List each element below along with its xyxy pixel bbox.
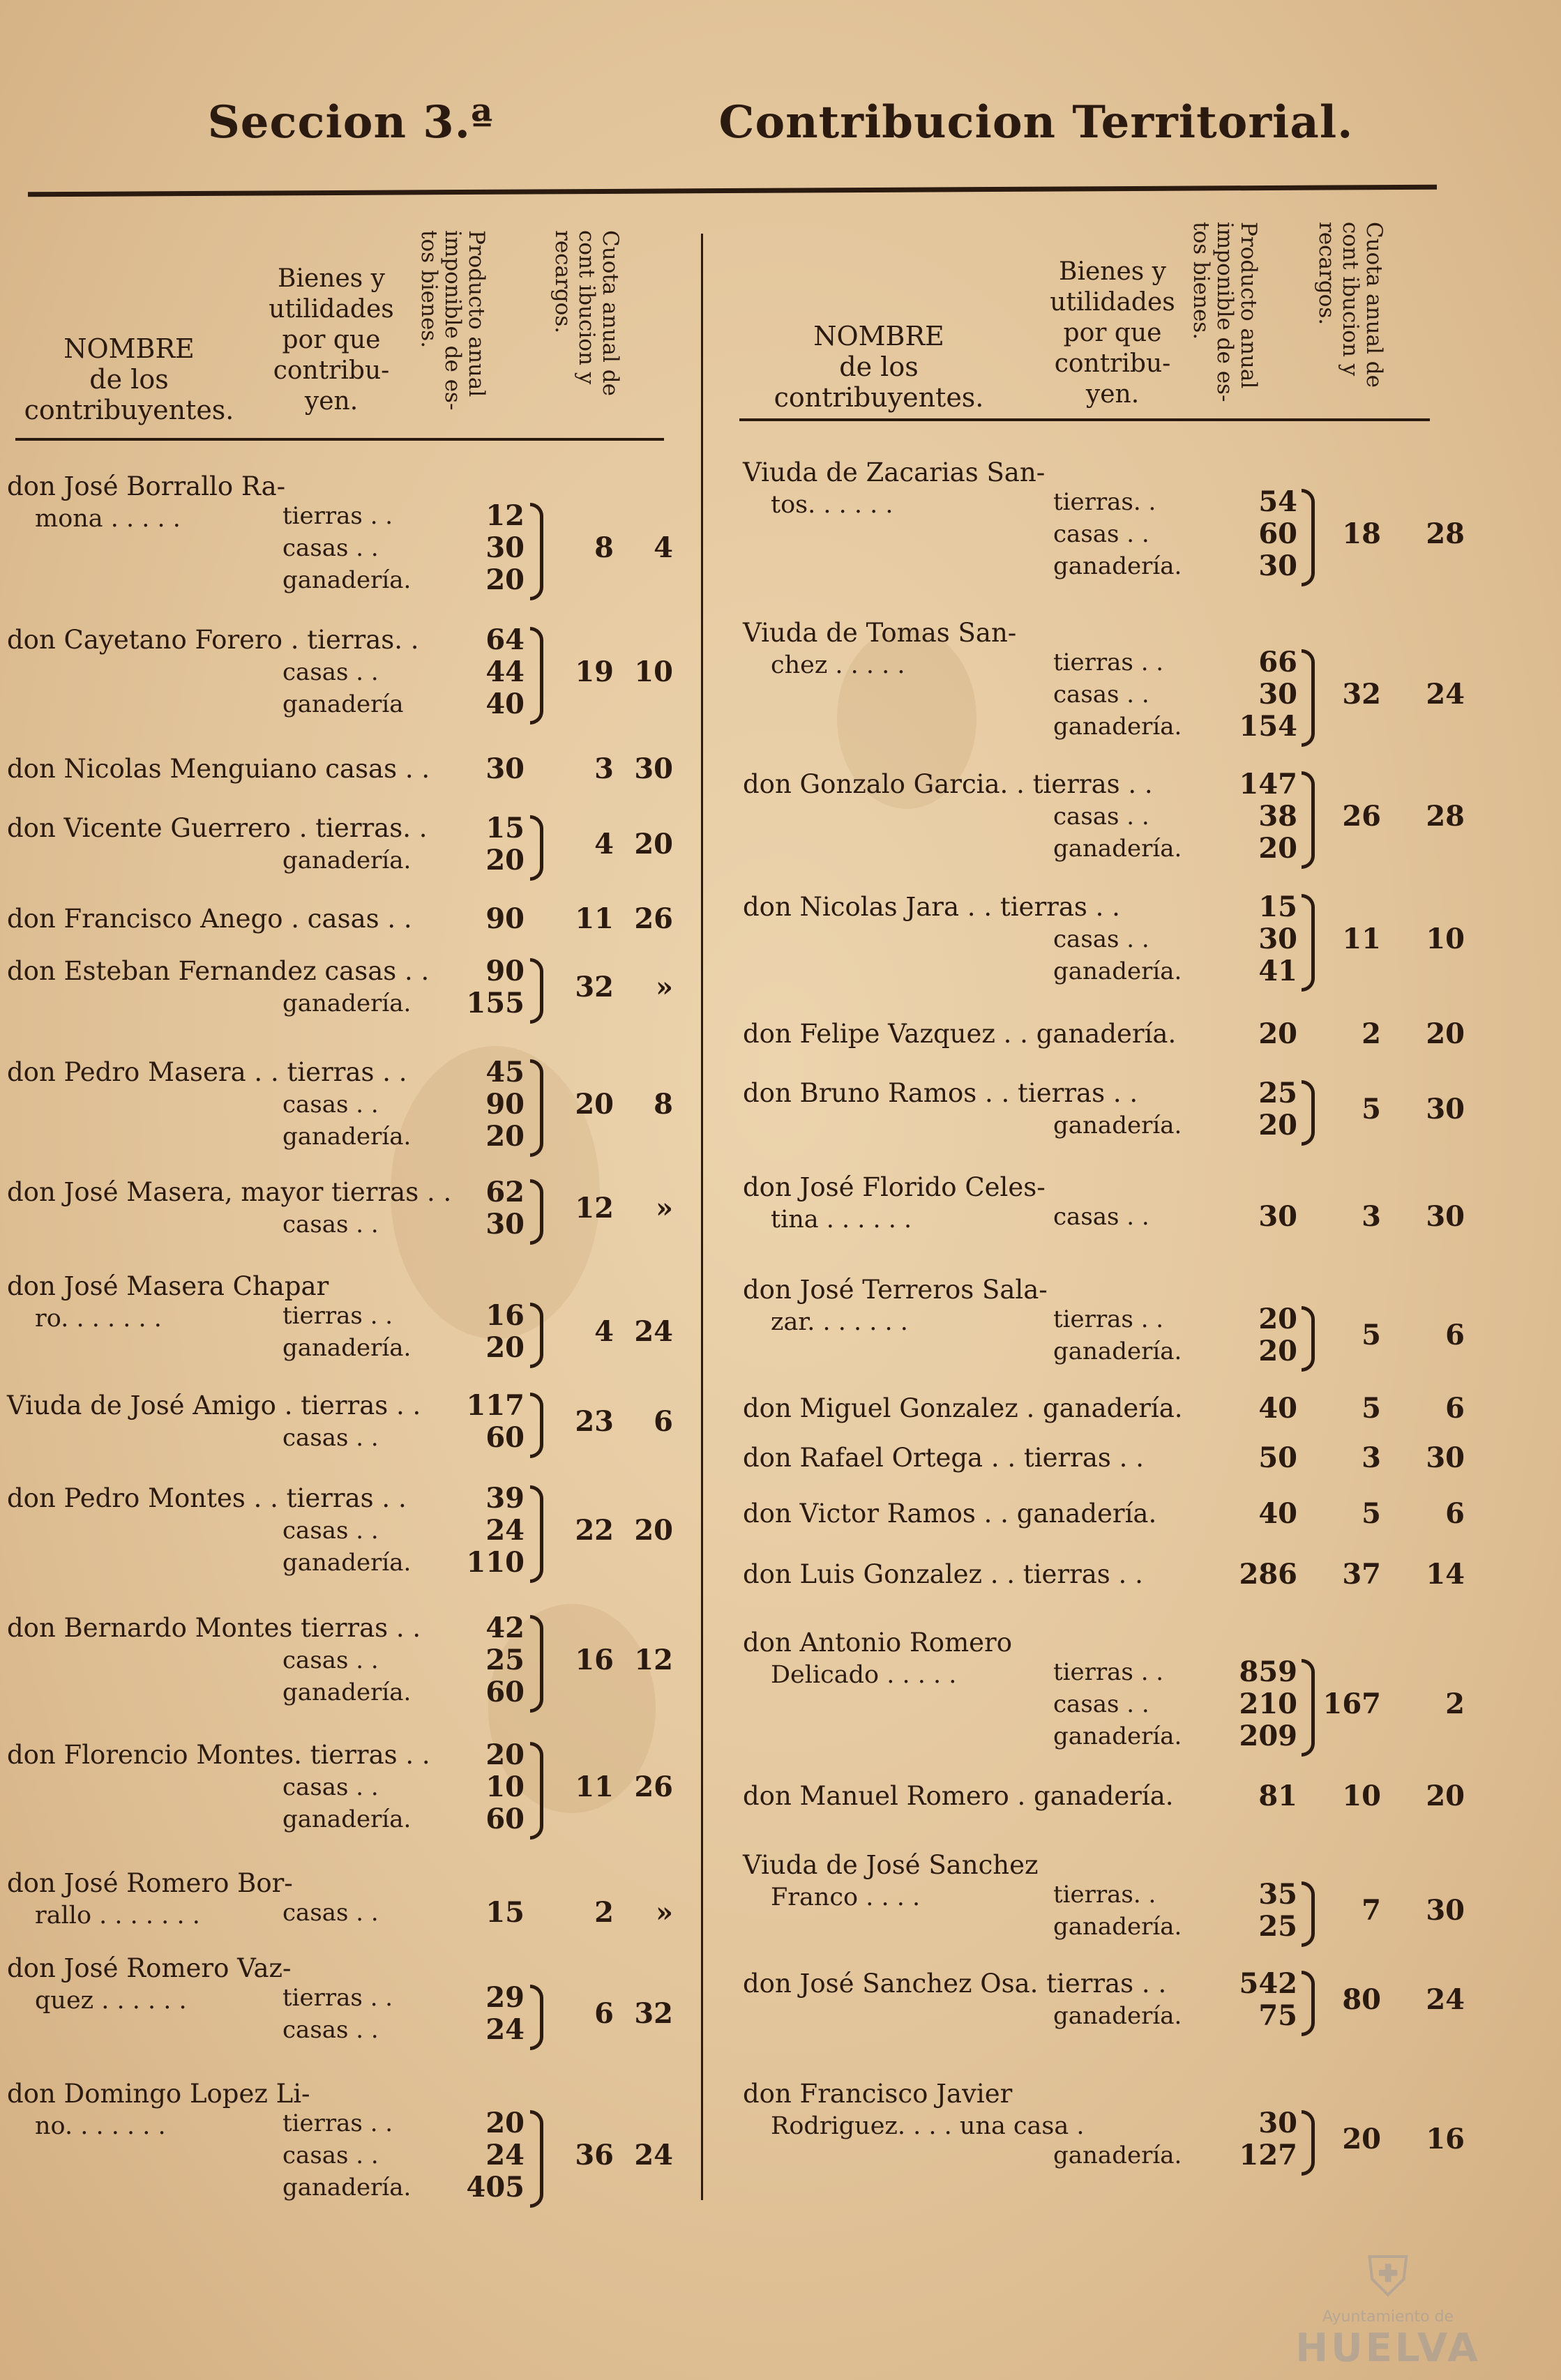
product-value: 24 [485, 1514, 525, 1547]
product-value: 25 [485, 1644, 525, 1676]
column-divider [701, 234, 703, 2200]
grouping-brace [1302, 1971, 1315, 2036]
grouping-brace [530, 1985, 543, 2050]
contributor-name: Viuda de José Sanchez [743, 1850, 1039, 1880]
contributor-name: don Gonzalo Garcia. . tierras . . [743, 769, 1153, 799]
product-value: 30 [1258, 678, 1297, 711]
contributor-name: don José Sanchez Osa. tierras . . [743, 1969, 1167, 1999]
quota-maravedis: 26 [634, 902, 673, 935]
product-value: 39 [485, 1482, 525, 1515]
quota-reales: 5 [1362, 1093, 1381, 1125]
quota-reales: 11 [1342, 923, 1381, 955]
goods-type: ganadería. [282, 1123, 412, 1151]
product-value: 10 [485, 1771, 525, 1803]
contributor-name: Franco . . . . [771, 1883, 921, 1911]
product-value: 25 [1258, 1910, 1297, 1943]
quota-reales: 4 [594, 828, 614, 861]
contributor-name: don Luis Gonzalez . . tierras . . [743, 1559, 1143, 1589]
quota-maravedis: 30 [1426, 1894, 1465, 1927]
contributor-name: don Pedro Montes . . tierras . . [7, 1483, 407, 1513]
goods-type: ganadería. [282, 566, 412, 594]
watermark-line1: Ayuntamiento de [1322, 2308, 1454, 2326]
contributor-name: zar. . . . . . . [771, 1308, 908, 1336]
quota-maravedis: 30 [1426, 1200, 1465, 1233]
quota-maravedis: 32 [634, 1997, 673, 2030]
goods-type: tierras . . [282, 1302, 393, 1330]
goods-type: ganadería [282, 690, 404, 718]
contributor-name: don José Masera, mayor tierras . . [7, 1177, 452, 1207]
product-value: 20 [485, 2107, 525, 2139]
product-value: 20 [485, 563, 525, 596]
quota-maravedis: 28 [1426, 800, 1465, 833]
product-value: 24 [485, 2139, 525, 2171]
goods-type: casas . . [282, 1424, 379, 1452]
goods-type: casas . . [282, 1517, 379, 1545]
product-value: 24 [485, 2013, 525, 2046]
quota-maravedis: 30 [1426, 1093, 1465, 1125]
contributor-name: don José Masera Chapar [7, 1271, 329, 1301]
goods-type: casas . . [282, 658, 379, 686]
goods-type: ganadería. [1053, 552, 1182, 580]
quota-reales: 6 [594, 1997, 614, 2030]
quota-maravedis: 20 [634, 828, 673, 861]
product-value: 12 [485, 499, 525, 532]
title-text: Contribucion Territorial. [718, 96, 1354, 149]
grouping-brace [530, 1742, 543, 1840]
contributor-name: don Felipe Vazquez . . ganadería. [743, 1019, 1177, 1049]
product-value: 405 [466, 2171, 525, 2204]
grouping-brace [1302, 1080, 1315, 1146]
grouping-brace [530, 1059, 543, 1157]
goods-type: ganadería. [1053, 835, 1182, 863]
grouping-brace [530, 503, 543, 600]
grouping-brace [530, 1615, 543, 1713]
quota-reales: 80 [1342, 1983, 1381, 2016]
quota-maravedis: 10 [634, 655, 673, 688]
contributor-name: Rodriguez. . . . una casa . [771, 2112, 1085, 2140]
quota-reales: 7 [1362, 1894, 1381, 1927]
quota-maravedis: 24 [634, 1315, 673, 1348]
product-value: 29 [485, 1981, 525, 2014]
product-value: 42 [485, 1612, 525, 1644]
goods-type: ganadería. [1053, 1112, 1182, 1139]
grouping-brace [530, 1393, 543, 1458]
contributor-name: don Manuel Romero . ganadería. [743, 1781, 1174, 1811]
goods-type: ganadería. [1053, 1337, 1182, 1365]
goods-type: ganadería. [282, 1805, 412, 1833]
contributor-name: don Domingo Lopez Li- [7, 2079, 310, 2109]
quota-reales: 5 [1362, 1319, 1381, 1351]
quota-maravedis: 14 [1426, 1558, 1465, 1591]
goods-type: ganadería. [1053, 713, 1182, 741]
contributor-name: don José Romero Bor- [7, 1868, 293, 1898]
left-goods-header: Bienes y utilidades por que contribu- yen. [269, 264, 394, 416]
watermark-logo [1269, 2244, 1507, 2371]
goods-type: ganadería. [282, 2174, 412, 2201]
product-value: 40 [1258, 1497, 1297, 1530]
product-value: 60 [485, 1676, 525, 1708]
quota-reales: 19 [575, 655, 614, 688]
product-value: 30 [1258, 549, 1297, 582]
product-value: 20 [1258, 1109, 1297, 1142]
goods-type: casas . . [282, 534, 379, 562]
product-value: 60 [485, 1421, 525, 1454]
product-value: 20 [1258, 832, 1297, 865]
quota-reales: 3 [594, 752, 614, 785]
product-value: 30 [485, 752, 525, 785]
contributor-name: don Pedro Masera . . tierras . . [7, 1057, 407, 1087]
product-value: 20 [1258, 1017, 1297, 1050]
grouping-brace [1302, 894, 1315, 992]
quota-reales: 32 [1342, 678, 1381, 711]
grouping-brace [530, 2110, 543, 2208]
goods-type: tierras . . [282, 1984, 393, 2012]
name-header-title: NOMBRE [63, 333, 195, 364]
contributor-name: Viuda de Tomas San- [743, 618, 1017, 648]
contributor-name: don José Borrallo Ra- [7, 471, 286, 501]
grouping-brace [530, 1485, 543, 1583]
product-value: 30 [485, 1208, 525, 1241]
contributor-name: don Nicolas Jara . . tierras . . [743, 892, 1120, 922]
contributor-name: Delicado . . . . . [771, 1661, 957, 1689]
quota-reales: 18 [1342, 517, 1381, 550]
contributor-name: don Miguel Gonzalez . ganadería. [743, 1393, 1183, 1423]
product-value: 20 [1258, 1335, 1297, 1367]
product-value: 20 [485, 1120, 525, 1153]
page-title [0, 96, 1561, 149]
grouping-brace [1302, 1881, 1315, 1947]
goods-type: tierras . . [282, 502, 393, 530]
contributor-name: don Victor Ramos . . ganadería. [743, 1499, 1157, 1529]
contributor-name: don Rafael Ortega . . tierras . . [743, 1443, 1144, 1473]
quota-reales: 22 [575, 1514, 614, 1547]
product-value: 90 [485, 1088, 525, 1121]
contributor-name: don Bruno Ramos . . tierras . . [743, 1078, 1138, 1108]
top-rule [28, 185, 1437, 197]
goods-type: casas . . [282, 1899, 379, 1927]
name-header-sub: de los contribuyentes. [24, 364, 234, 425]
product-value: 90 [485, 955, 525, 987]
goods-type: tierras . . [1053, 1658, 1164, 1686]
goods-type: casas . . [282, 2016, 379, 2044]
product-value: 127 [1239, 2139, 1297, 2171]
contributor-name: mona . . . . . [35, 505, 181, 533]
product-value: 859 [1239, 1655, 1297, 1688]
name-header-sub: de los contribuyentes. [774, 351, 984, 413]
quota-reales: 20 [1342, 2123, 1381, 2155]
quota-maravedis: 16 [1426, 2123, 1465, 2155]
product-value: 209 [1239, 1720, 1297, 1752]
right-product-header: Producto anual imponible de es- tos bienes. [1189, 222, 1261, 402]
quota-maravedis: 2 [1445, 1688, 1465, 1720]
quota-reales: 11 [575, 902, 614, 935]
grouping-brace [530, 1179, 543, 1245]
contributor-name: don José Terreros Sala- [743, 1275, 1048, 1305]
product-value: 286 [1239, 1558, 1297, 1591]
name-header-title: NOMBRE [813, 321, 944, 351]
goods-type: tierras. . [1053, 488, 1156, 516]
contributor-name: don Francisco Javier [743, 2079, 1013, 2109]
quota-maravedis: 26 [634, 1771, 673, 1803]
quota-reales: 3 [1362, 1200, 1381, 1233]
product-value: 20 [485, 844, 525, 877]
contributor-name: don Vicente Guerrero . tierras. . [7, 813, 428, 843]
quota-reales: 5 [1362, 1392, 1381, 1425]
product-value: 30 [1258, 1200, 1297, 1233]
grouping-brace [530, 1303, 543, 1368]
contributor-name: tina . . . . . . [771, 1206, 912, 1234]
contributor-name: chez . . . . . [771, 651, 905, 679]
grouping-brace [1302, 1306, 1315, 1372]
goods-type: casas . . [282, 1211, 379, 1238]
product-value: 44 [485, 655, 525, 688]
goods-type: ganadería. [1053, 1722, 1182, 1750]
quota-maravedis: » [656, 1896, 673, 1929]
quota-reales: 5 [1362, 1497, 1381, 1530]
goods-type: casas . . [1053, 925, 1149, 953]
product-value: 60 [485, 1803, 525, 1835]
product-value: 60 [1258, 517, 1297, 550]
contributor-name: Viuda de Zacarias San- [743, 457, 1046, 487]
product-value: 20 [1258, 1303, 1297, 1335]
section-label: Seccion 3.ª [207, 96, 494, 149]
product-value: 40 [485, 688, 525, 720]
quota-maravedis: 6 [1445, 1319, 1465, 1351]
contributor-name: quez . . . . . . [35, 1987, 187, 2015]
left-name-header [7, 333, 251, 425]
grouping-brace [530, 958, 543, 1024]
quota-reales: 11 [575, 1771, 614, 1803]
product-value: 30 [485, 531, 525, 564]
product-value: 154 [1239, 710, 1297, 743]
goods-type: casas . . [1053, 520, 1149, 548]
right-goods-header: Bienes y utilidades por que contribu- yen. [1050, 257, 1175, 409]
product-value: 210 [1239, 1688, 1297, 1720]
watermark-line2: HUELVA [1295, 2326, 1481, 2371]
product-value: 16 [485, 1299, 525, 1332]
grouping-brace [1302, 489, 1315, 586]
quota-reales: 36 [575, 2139, 614, 2171]
product-value: 20 [485, 1738, 525, 1771]
quota-reales: 2 [594, 1896, 614, 1929]
product-value: 35 [1258, 1878, 1297, 1911]
grouping-brace [1302, 1659, 1315, 1757]
quota-maravedis: 28 [1426, 517, 1465, 550]
product-value: 90 [485, 902, 525, 935]
product-value: 62 [485, 1176, 525, 1208]
goods-type: casas . . [1053, 1690, 1149, 1718]
quota-maravedis: 6 [1445, 1497, 1465, 1530]
contributor-name: don Antonio Romero [743, 1628, 1013, 1658]
right-name-header [739, 321, 1018, 413]
quota-reales: 167 [1322, 1688, 1381, 1720]
product-value: 50 [1258, 1441, 1297, 1474]
product-value: 64 [485, 623, 525, 656]
quota-maravedis: 6 [654, 1405, 673, 1438]
quota-maravedis: 8 [654, 1088, 673, 1121]
goods-type: ganadería. [1053, 2142, 1182, 2169]
quota-reales: 2 [1362, 1017, 1381, 1050]
quota-reales: 37 [1342, 1558, 1381, 1591]
contributor-name: don Cayetano Forero . tierras. . [7, 625, 419, 655]
product-value: 54 [1258, 485, 1297, 518]
contributor-name: don Bernardo Montes tierras . . [7, 1613, 421, 1643]
contributor-name: don José Romero Vaz- [7, 1953, 292, 1983]
quota-maravedis: 30 [1426, 1441, 1465, 1474]
quota-reales: 23 [575, 1405, 614, 1438]
quota-maravedis: 12 [634, 1644, 673, 1676]
contributor-name: don Nicolas Menguiano casas . . [7, 754, 430, 784]
product-value: 117 [466, 1389, 525, 1422]
right-quota-header: Cuota anual de cont ibucion y recargos. [1314, 222, 1387, 388]
product-value: 15 [485, 812, 525, 844]
grouping-brace [530, 627, 543, 725]
quota-reales: 26 [1342, 800, 1381, 833]
quota-maravedis: 6 [1445, 1392, 1465, 1425]
goods-type: tierras . . [1053, 649, 1164, 676]
grouping-brace [1302, 649, 1315, 747]
goods-type: ganadería. [282, 1549, 412, 1577]
goods-type: tierras . . [282, 2109, 393, 2137]
grouping-brace [1302, 771, 1315, 869]
quota-maravedis: 10 [1426, 923, 1465, 955]
quota-maravedis: 24 [634, 2139, 673, 2171]
quota-maravedis: 24 [1426, 1983, 1465, 2016]
product-value: 40 [1258, 1392, 1297, 1425]
product-value: 81 [1258, 1780, 1297, 1812]
goods-type: ganadería. [282, 1678, 412, 1706]
product-value: 41 [1258, 955, 1297, 987]
quota-reales: 12 [575, 1192, 614, 1225]
goods-type: casas . . [282, 1091, 379, 1119]
goods-type: casas . . [282, 1773, 379, 1801]
quota-maravedis: 30 [634, 752, 673, 785]
product-value: 15 [1258, 890, 1297, 923]
left-header-rule [15, 438, 664, 441]
quota-reales: 8 [594, 531, 614, 564]
goods-type: casas . . [1053, 803, 1149, 831]
product-value: 20 [485, 1331, 525, 1364]
quota-reales: 4 [594, 1315, 614, 1348]
product-value: 147 [1239, 768, 1297, 801]
quota-maravedis: 24 [1426, 678, 1465, 711]
product-value: 38 [1258, 800, 1297, 833]
product-value: 75 [1258, 1999, 1297, 2032]
product-value: 542 [1239, 1967, 1297, 2000]
goods-type: ganadería. [282, 1334, 412, 1362]
product-value: 45 [485, 1056, 525, 1089]
quota-reales: 32 [575, 971, 614, 1003]
quota-maravedis: 20 [634, 1514, 673, 1547]
product-value: 30 [1258, 2107, 1297, 2139]
goods-type: casas . . [282, 2142, 379, 2169]
goods-type: casas . . [282, 1646, 379, 1674]
grouping-brace [1302, 2110, 1315, 2176]
contributor-name: don Florencio Montes. tierras . . [7, 1740, 430, 1770]
product-value: 110 [466, 1546, 525, 1579]
left-quota-header: Cuota anual de cont ibucion y recargos. [550, 230, 623, 396]
goods-type: ganadería. [282, 990, 412, 1017]
contributor-name: don Francisco Anego . casas . . [7, 904, 412, 934]
quota-reales: 16 [575, 1644, 614, 1676]
contributor-name: rallo . . . . . . . [35, 1902, 200, 1930]
goods-type: ganadería. [1053, 1913, 1182, 1941]
contributor-name: Viuda de José Amigo . tierras . . [7, 1390, 421, 1420]
product-value: 155 [466, 987, 525, 1020]
quota-maravedis: 20 [1426, 1780, 1465, 1812]
contributor-name: don Esteban Fernandez casas . . [7, 956, 430, 986]
contributor-name: tos. . . . . . [771, 491, 893, 519]
goods-type: casas . . [1053, 1203, 1149, 1231]
product-value: 30 [1258, 923, 1297, 955]
quota-maravedis: 4 [654, 531, 673, 564]
quota-reales: 20 [575, 1088, 614, 1121]
goods-type: ganadería. [282, 847, 412, 874]
product-value: 25 [1258, 1077, 1297, 1109]
quota-reales: 3 [1362, 1441, 1381, 1474]
goods-type: ganadería. [1053, 2002, 1182, 2030]
product-value: 66 [1258, 646, 1297, 679]
left-product-header: Producto anual imponible de es- tos bienes. [416, 230, 489, 411]
quota-maravedis: » [656, 1192, 673, 1225]
crest-icon: ⛨ [1367, 2244, 1409, 2309]
quota-maravedis: 20 [1426, 1017, 1465, 1050]
product-value: 15 [485, 1896, 525, 1929]
grouping-brace [530, 815, 543, 881]
goods-type: ganadería. [1053, 957, 1182, 985]
goods-type: tierras. . [1053, 1881, 1156, 1909]
contributor-name: don José Florido Celes- [743, 1172, 1046, 1202]
contributor-name: no. . . . . . . [35, 2112, 166, 2140]
goods-type: casas . . [1053, 681, 1149, 708]
goods-type: tierras . . [1053, 1305, 1164, 1333]
quota-maravedis: » [656, 971, 673, 1003]
quota-reales: 10 [1342, 1780, 1381, 1812]
contributor-name: ro. . . . . . . [35, 1305, 162, 1333]
